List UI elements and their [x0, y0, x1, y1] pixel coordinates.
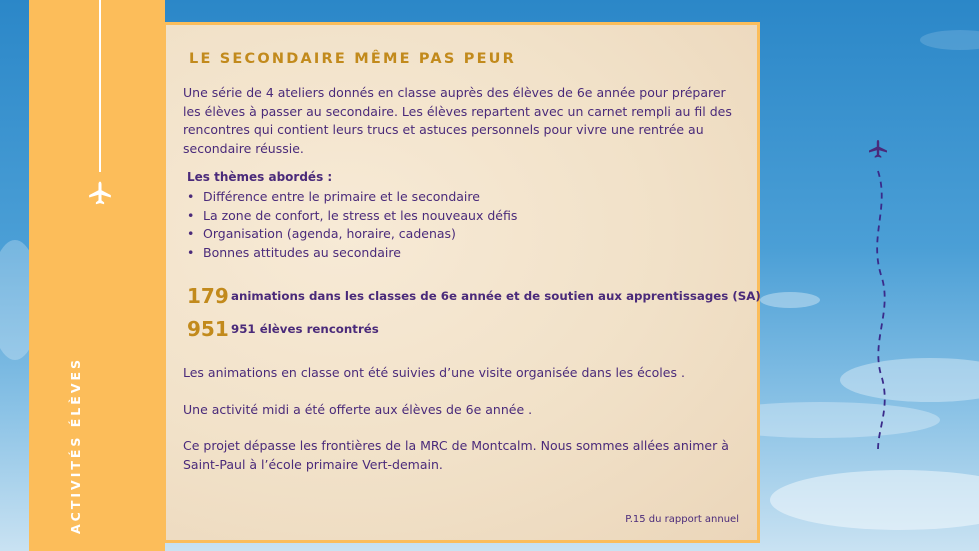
- page-reference: P.15 du rapport annuel: [625, 514, 739, 525]
- list-item: • La zone de confort, le stress et les nouveaux défis: [187, 207, 518, 223]
- midi-activity-paragraph: Une activité midi a été offerte aux élèves de 6e année .: [183, 402, 533, 417]
- visit-paragraph: Les animations en classe ont été suivies d’une visite organisée dans les écoles .: [183, 365, 685, 380]
- content-panel: [163, 22, 760, 543]
- themes-list: [187, 188, 517, 262]
- list-item: • Organisation (agenda, horaire, cadenas): [187, 226, 456, 241]
- stat-label: animations dans les classes de 6e année et de soutien aux apprentissages (SA): [231, 289, 761, 303]
- stat-number: 951: [187, 317, 229, 341]
- dashed-trail: [877, 171, 885, 450]
- flight-path: [860, 138, 900, 458]
- list-item: • Différence entre le primaire et le secondaire: [187, 189, 480, 204]
- airplane-icon: [87, 180, 113, 206]
- airplane-icon: [869, 140, 887, 158]
- intro-paragraph: Une série de 4 ateliers donnés en classe auprès des élèves de 6e année pour préparer les élèves à passer au secondaire. Les élèves repartent avec un carnet rempli au fil des rencontres qui contient leurs trucs et astuces personnels pour vivre une rentrée au secondaire réussie.: [183, 85, 732, 156]
- stat-label: 951 élèves rencontrés: [231, 322, 379, 336]
- stat-students: [187, 317, 379, 341]
- sidebar: [29, 0, 165, 551]
- list-item: • Bonnes attitudes au secondaire: [187, 244, 401, 260]
- stat-number: 179: [187, 284, 229, 308]
- sidebar-divider-line: [99, 0, 101, 172]
- sidebar-title: ACTIVITÉS ÉLÈVES: [68, 356, 83, 534]
- themes-heading: Les thèmes abordés :: [187, 170, 333, 184]
- mrc-paragraph: Ce projet dépasse les frontières de la MRC de Montcalm. Nous sommes allées animer à Saint-Paul à l’école primaire Vert-demain.: [183, 438, 729, 472]
- stat-animations: [187, 284, 761, 308]
- section-title: LE SECONDAIRE MÊME PAS PEUR: [189, 51, 517, 67]
